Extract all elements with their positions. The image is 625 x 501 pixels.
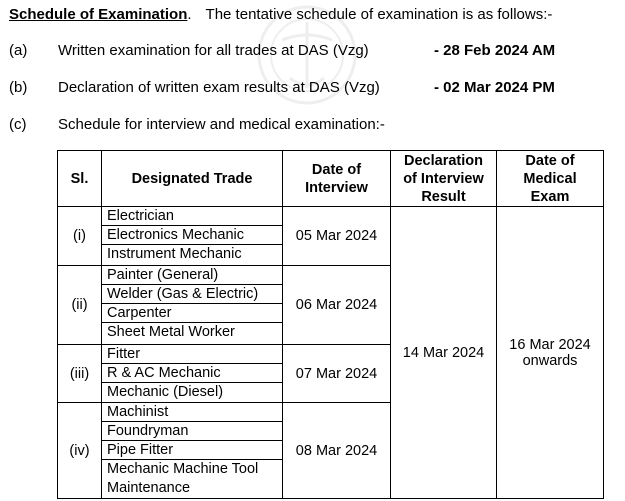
- trade-name: Pipe Fitter: [102, 441, 282, 460]
- item-marker: (b): [9, 79, 28, 96]
- header-sl: Sl.: [58, 151, 102, 207]
- item-text: Declaration of written exam results at DAS (Vzg): [58, 79, 380, 96]
- trade-name: Painter (General): [102, 266, 282, 285]
- row-sl: (i): [58, 207, 102, 266]
- row-trades: [102, 345, 283, 403]
- trade-name: Electrician: [102, 207, 282, 226]
- intro-line: [9, 6, 552, 23]
- header-trade: Designated Trade: [102, 151, 283, 207]
- trade-name: Instrument Mechanic: [107, 246, 242, 262]
- item-marker: (a): [9, 42, 28, 59]
- interview-date: 07 Mar 2024: [283, 345, 391, 403]
- header-interview: Date of Interview: [283, 151, 391, 207]
- trade-name: Welder (Gas & Electric): [102, 285, 282, 304]
- trade-name: R & AC Mechanic: [102, 364, 282, 383]
- item-text: Schedule for interview and medical examination:-: [58, 116, 385, 133]
- medical-date: 16 Mar 2024 onwards: [497, 207, 604, 499]
- schedule-table: [57, 150, 604, 499]
- intro-text: The tentative schedule of examination is as follows:-: [205, 6, 553, 23]
- header-declaration: Declaration of Interview Result: [391, 151, 497, 207]
- item-date: - 28 Feb 2024 AM: [434, 42, 556, 59]
- row-trades: [102, 207, 283, 266]
- declaration-date: 14 Mar 2024: [391, 207, 497, 499]
- trade-name: Electronics Mechanic: [102, 226, 282, 245]
- heading-punct: .: [187, 6, 192, 23]
- trade-name: Carpenter: [102, 304, 282, 323]
- interview-date: 06 Mar 2024: [283, 266, 391, 345]
- item-marker: (c): [9, 116, 27, 133]
- trade-name: Mechanic Machine Tool Maintenance: [107, 461, 259, 496]
- trade-name: Sheet Metal Worker: [107, 324, 235, 340]
- trade-name: Machinist: [102, 403, 282, 422]
- table-row: [58, 207, 604, 266]
- trade-name: Foundryman: [102, 422, 282, 441]
- trade-name: Mechanic (Diesel): [107, 384, 224, 400]
- item-text: Written examination for all trades at DAS (Vzg): [58, 42, 369, 59]
- row-trades: [102, 403, 283, 499]
- row-sl: (iii): [58, 345, 102, 403]
- section-heading: Schedule of Examination: [9, 6, 188, 23]
- header-medical: Date of Medical Exam: [497, 151, 604, 207]
- row-trades: [102, 266, 283, 345]
- row-sl: (ii): [58, 266, 102, 345]
- trade-name: Fitter: [102, 345, 282, 364]
- interview-date: 05 Mar 2024: [283, 207, 391, 266]
- interview-date: 08 Mar 2024: [283, 403, 391, 499]
- row-sl: (iv): [58, 403, 102, 499]
- item-date: - 02 Mar 2024 PM: [434, 79, 555, 96]
